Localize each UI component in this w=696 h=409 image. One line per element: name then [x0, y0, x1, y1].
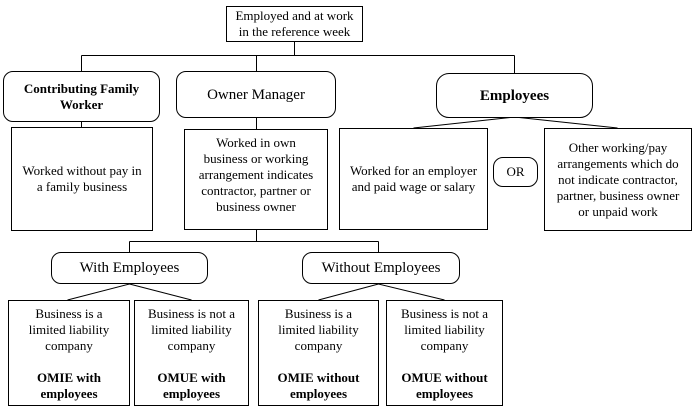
- employer-desc-line-1: Worked for an employer: [349, 163, 478, 178]
- employer-desc-line-2: and paid wage or salary: [351, 179, 476, 194]
- leaf-4-label-line-2: employees: [415, 386, 474, 401]
- connector-with-left: [68, 284, 130, 300]
- contributing-desc-line-2: a family business: [36, 179, 128, 194]
- connector-employees-left: [414, 117, 515, 128]
- other-arrangements-description: [544, 128, 692, 231]
- without-employees-label: Without Employees: [321, 260, 441, 276]
- contributing-description: [11, 127, 153, 231]
- leaf-4-desc-line-1: Business is not a: [400, 306, 489, 321]
- with-employees-node: [51, 252, 208, 284]
- leaf-3-label-line-1: OMIE without: [277, 370, 360, 385]
- leaf-1-desc-line-2: limited liability: [28, 322, 110, 337]
- employees-label: Employees: [479, 87, 550, 104]
- owner-manager-node: [176, 71, 336, 118]
- leaf-omie-without-employees: [258, 300, 379, 406]
- owner-desc-line-4: contractor, partner or: [201, 183, 311, 198]
- connector-with-right: [130, 284, 192, 300]
- root-node: [226, 6, 363, 42]
- root-line-1: Employed and at work: [235, 8, 354, 23]
- leaf-2-label-line-2: employees: [162, 386, 221, 401]
- leaf-omue-with-employees: [134, 300, 249, 406]
- leaf-4-label-line-1: OMUE without: [401, 370, 488, 385]
- leaf-1-desc-line-3: company: [45, 338, 93, 353]
- contributing-desc-line-1: Worked without pay in: [22, 163, 142, 178]
- connector-without-left: [319, 284, 379, 300]
- leaf-2-desc-line-3: company: [167, 338, 216, 353]
- owner-desc-line-1: Worked in own: [216, 135, 296, 150]
- leaf-omue-without-employees: [386, 300, 503, 406]
- leaf-omie-with-employees: [8, 300, 130, 406]
- leaf-2-desc-line-1: Business is not a: [147, 306, 236, 321]
- root-line-2: in the reference week: [238, 24, 351, 39]
- other-desc-line-5: or unpaid work: [578, 203, 658, 219]
- leaf-1-label-line-2: employees: [40, 386, 98, 401]
- connector-without-right: [379, 284, 445, 300]
- owner-description: [184, 129, 328, 230]
- leaf-3-desc-line-2: limited liability: [278, 322, 359, 337]
- leaf-2-desc-line-2: limited liability: [151, 322, 232, 337]
- leaf-1-label-line-1: OMIE with: [37, 370, 101, 385]
- with-employees-label: With Employees: [79, 260, 180, 276]
- employer-description: [339, 128, 488, 230]
- leaf-4-desc-line-3: company: [420, 338, 469, 353]
- owner-desc-line-3: arrangement indicates: [198, 167, 314, 182]
- connector-employees-right: [515, 117, 618, 128]
- other-desc-line-4: partner, business owner: [556, 187, 680, 203]
- owner-desc-line-5: business owner: [216, 199, 296, 214]
- or-label: OR: [506, 164, 525, 179]
- other-desc-line-3: not indicate contractor,: [558, 171, 678, 187]
- leaf-3-desc-line-3: company: [294, 338, 343, 353]
- leaf-4-desc-line-2: limited liability: [404, 322, 485, 337]
- other-desc-line-1: Other working/pay: [568, 139, 668, 155]
- leaf-1-desc-line-1: Business is a: [35, 306, 103, 321]
- leaf-3-desc-line-1: Business is a: [284, 306, 353, 321]
- leaf-2-label-line-1: OMUE with: [157, 370, 226, 385]
- employees-node: [436, 73, 593, 118]
- leaf-3-label-line-2: employees: [289, 386, 348, 401]
- or-node: [493, 157, 538, 187]
- without-employees-node: [302, 252, 460, 284]
- contributing-family-worker-node: [3, 71, 160, 122]
- other-desc-line-2: arrangements which do: [557, 155, 679, 171]
- owner-desc-line-2: business or working: [203, 151, 309, 166]
- contributing-line-1: Contributing Family: [23, 80, 140, 96]
- contributing-line-2: Worker: [59, 96, 104, 112]
- owner-manager-label: Owner Manager: [207, 86, 305, 103]
